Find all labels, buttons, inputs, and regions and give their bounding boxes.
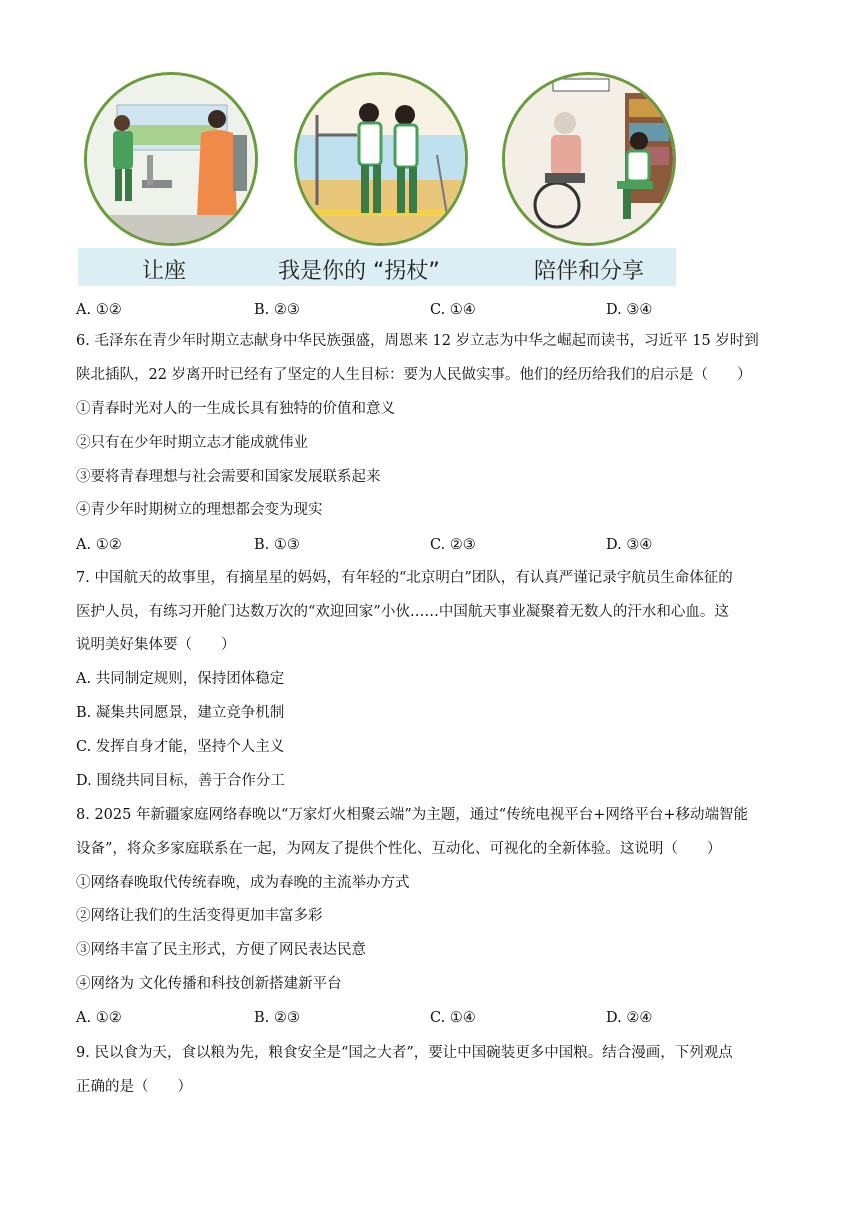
caption-companionship: 陪伴和分享	[534, 259, 645, 284]
q6-item-2: ②只有在少年时期立志才能成就伟业	[76, 435, 308, 451]
q9-stem-line-1: 9. 民以食为天，食以粮为先，粮食安全是“国之大者”，要让中国碗装更多中国粮。结合漫画，下列观点	[76, 1045, 733, 1061]
scene-crutch	[294, 72, 468, 246]
q8-stem-line-1: 8. 2025 年新疆家庭网络春晚以“万家灯火相聚云端”为主题，通过“传统电视平台+网络平台+移动端智能	[76, 807, 748, 823]
q6-option-c: C. ②③	[430, 537, 476, 553]
q7-stem-line-3: 说明美好集体要（ ）	[76, 637, 236, 653]
q6-option-b: B. ①③	[254, 537, 300, 553]
q8-option-c: C. ①④	[430, 1010, 476, 1026]
q5-option-c: C. ①④	[430, 302, 476, 318]
q6-option-d: D. ③④	[606, 537, 653, 553]
q6-stem-line-1: 6. 毛泽东在青少年时期立志献身中华民族强盛，周恩来 12 岁立志为中华之崛起而读书，习近平 15 岁时到	[76, 333, 759, 349]
scene-companionship	[502, 72, 676, 246]
q8-item-3: ③网络丰富了民主形式，方便了网民表达民意	[76, 942, 366, 958]
q6-item-1: ①青春时光对人的一生成长具有独特的价值和意义	[76, 401, 395, 417]
caption-crutch: 我是你的 “拐杖”	[278, 259, 440, 284]
caption-giving-seat: 让座	[142, 259, 187, 284]
q7-stem-line-1: 7. 中国航天的故事里，有摘星星的妈妈，有年轻的“北京明白”团队，有认真严谨记录宇航员生命体征的	[76, 570, 733, 586]
q8-stem-line-2: 设备”，将众多家庭联系在一起，为网友了提供个性化、互动化、可视化的全新体验。这说明（ ）	[76, 841, 722, 857]
q5-option-b: B. ②③	[254, 302, 300, 318]
q7-option-c: C. 发挥自身才能，坚持个人主义	[76, 739, 285, 755]
scene-giving-seat	[84, 72, 258, 246]
q8-option-a: A. ①②	[76, 1010, 122, 1026]
q8-option-d: D. ②④	[606, 1010, 653, 1026]
q7-stem-line-2: 医护人员，有练习开舱门达数万次的“欢迎回家”小伙……中国航天事业凝聚着无数人的汗水和心血。这	[76, 604, 729, 620]
q7-option-d: D. 围绕共同目标，善于合作分工	[76, 773, 285, 789]
q7-option-a: A. 共同制定规则，保持团体稳定	[76, 671, 285, 687]
q7-option-b: B. 凝集共同愿景，建立竞争机制	[76, 705, 285, 721]
illustration-figure	[78, 68, 676, 286]
q8-item-1: ①网络春晚取代传统春晚，成为春晚的主流举办方式	[76, 875, 410, 891]
q8-item-2: ②网络让我们的生活变得更加丰富多彩	[76, 908, 323, 924]
q6-item-4: ④青少年时期树立的理想都会变为现实	[76, 502, 323, 518]
q6-stem-line-2: 陕北插队，22 岁离开时已经有了坚定的人生目标：要为人民做实事。他们的经历给我们的启示是（ ）	[76, 367, 752, 383]
q8-item-4: ④网络为 文化传播和科技创新搭建新平台	[76, 976, 342, 992]
q5-option-a: A. ①②	[76, 302, 122, 318]
q9-stem-line-2: 正确的是（ ）	[76, 1079, 192, 1095]
q6-item-3: ③要将青春理想与社会需要和国家发展联系起来	[76, 469, 381, 485]
q6-option-a: A. ①②	[76, 537, 122, 553]
q8-option-b: B. ②③	[254, 1010, 300, 1026]
q5-option-d: D. ③④	[606, 302, 653, 318]
